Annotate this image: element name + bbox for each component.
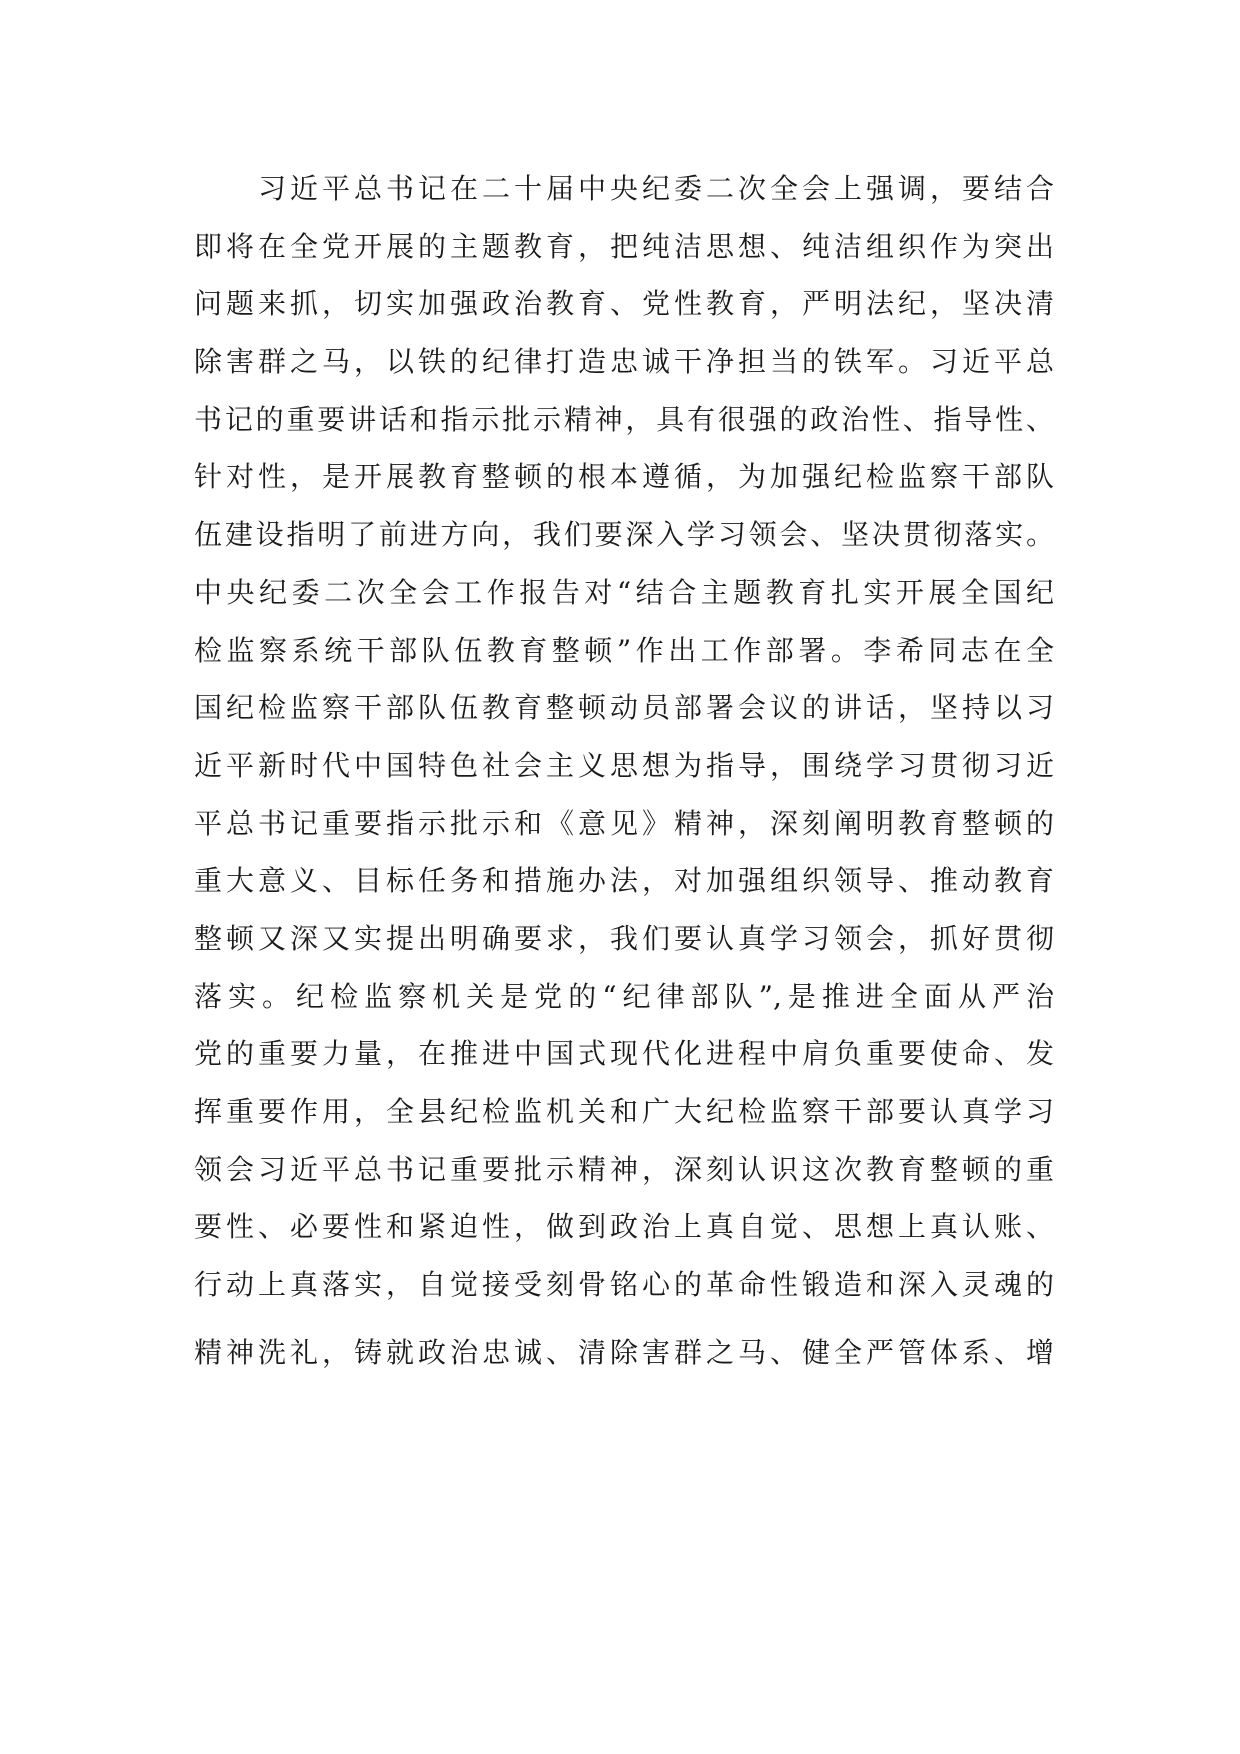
paragraph-line: 中央纪委二次全会工作报告对“结合主题教育扎实开展全国纪 <box>194 575 1054 609</box>
paragraph-line: 近平新时代中国特色社会主义思想为指导，围绕学习贯彻习近 <box>194 748 1054 782</box>
paragraph-line: 要性、必要性和紧迫性，做到政治上真自觉、思想上真认账、 <box>194 1210 1054 1244</box>
paragraph-line: 党的重要力量，在推进中国式现代化进程中肩负重要使命、发 <box>194 1037 1054 1071</box>
paragraph-line: 领会习近平总书记重要批示精神，深刻认识这次教育整顿的重 <box>194 1152 1054 1186</box>
paragraph-line: 问题来抓，切实加强政治教育、党性教育，严明法纪，坚决清 <box>194 287 1054 321</box>
paragraph-line: 落实。纪检监察机关是党的“纪律部队”,是推进全面从严治 <box>194 979 1054 1013</box>
paragraph-line: 国纪检监察干部队伍教育整顿动员部署会议的讲话，坚持以习 <box>194 691 1054 725</box>
paragraph-line: 习近平总书记在二十届中央纪委二次全会上强调，要结合 <box>258 172 1054 205</box>
paragraph-line: 伍建设指明了前进方向，我们要深入学习领会、坚决贯彻落实。 <box>194 518 1054 552</box>
paragraph-line: 精神洗礼，铸就政治忠诚、清除害群之马、健全严管体系、增 <box>194 1335 1054 1369</box>
body-paragraph <box>194 160 1054 1386</box>
paragraph-line: 重大意义、目标任务和措施办法，对加强组织领导、推动教育 <box>194 864 1054 898</box>
paragraph-line: 书记的重要讲话和指示批示精神，具有很强的政治性、指导性、 <box>194 402 1054 436</box>
paragraph-line: 平总书记重要指示批示和《意见》精神，深刻阐明教育整顿的 <box>194 806 1054 840</box>
paragraph-line: 挥重要作用，全县纪检监机关和广大纪检监察干部要认真学习 <box>194 1095 1054 1128</box>
paragraph-line: 即将在全党开展的主题教育，把纯洁思想、纯洁组织作为突出 <box>194 229 1054 263</box>
paragraph-line: 针对性，是开展教育整顿的根本遵循，为加强纪检监察干部队 <box>194 460 1054 494</box>
paragraph-line: 检监察系统干部队伍教育整顿”作出工作部署。李希同志在全 <box>194 633 1054 667</box>
paragraph-line: 除害群之马，以铁的纪律打造忠诚干净担当的铁军。习近平总 <box>194 345 1054 379</box>
paragraph-line: 行动上真落实，自觉接受刻骨铭心的革命性锻造和深入灵魂的 <box>194 1268 1054 1302</box>
paragraph-line: 整顿又深又实提出明确要求，我们要认真学习领会，抓好贯彻 <box>194 921 1054 955</box>
